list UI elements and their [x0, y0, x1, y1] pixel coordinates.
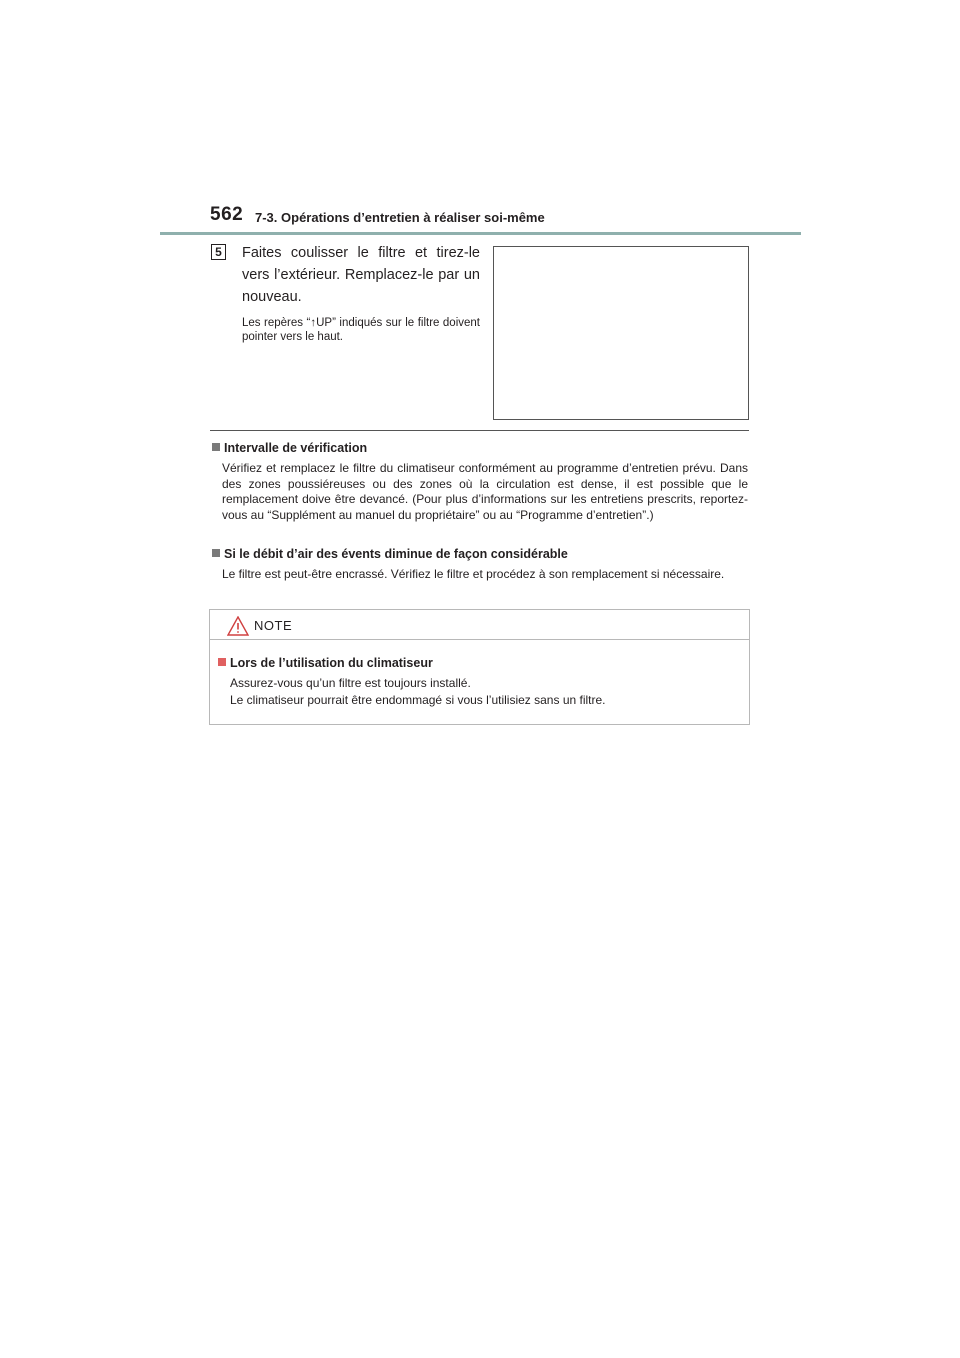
divider	[210, 430, 749, 431]
page-header	[210, 204, 800, 234]
figure-placeholder	[493, 246, 749, 420]
section-body-intervalle: Vérifiez et remplacez le filtre du climatiseur conformément au programme d’entretien prévu. Dans des zones poussiéreuses ou des zones où la circulation est dense, il est possible que le remplacement doive être devancé. (Pour plus d’informations sur les entretiens prescrits, reportez-vous au “Supplément au manuel du propriétaire” ou au “Programme d’entretien”.)	[222, 461, 748, 522]
section-body-debit: Le filtre est peut-être encrassé. Vérifiez le filtre et procédez à son remplacement si nécessaire.	[222, 567, 725, 581]
bullet-square-icon	[212, 549, 220, 557]
step-note: Les repères “↑UP” indiqués sur le filtre doivent pointer vers le haut.	[242, 317, 480, 343]
warning-triangle-icon	[227, 616, 249, 636]
note-header	[210, 610, 749, 640]
note-box	[209, 609, 750, 725]
section-heading-debit: Si le débit d’air des évents diminue de façon considérable	[212, 547, 568, 561]
step-number: 5	[211, 244, 226, 260]
step-instruction: Faites coulisser le filtre et tirez-le vers l’extérieur. Remplacez-le par un nouveau.	[242, 245, 480, 305]
section-heading-intervalle: Intervalle de vérification	[212, 441, 367, 455]
note-line: Assurez-vous qu’un filtre est toujours installé.	[230, 676, 471, 690]
page-number: 562	[210, 204, 244, 225]
note-line: Le climatiseur pourrait être endommagé si vous l’utilisiez sans un filtre.	[230, 693, 606, 707]
bullet-square-icon	[212, 443, 220, 451]
note-title: NOTE	[254, 618, 293, 633]
bullet-square-icon	[218, 658, 226, 666]
section-title: 7-3. Opérations d’entretien à réaliser soi-même	[255, 210, 545, 225]
note-heading: Lors de l’utilisation du climatiseur	[218, 656, 433, 670]
header-rule	[160, 232, 801, 235]
